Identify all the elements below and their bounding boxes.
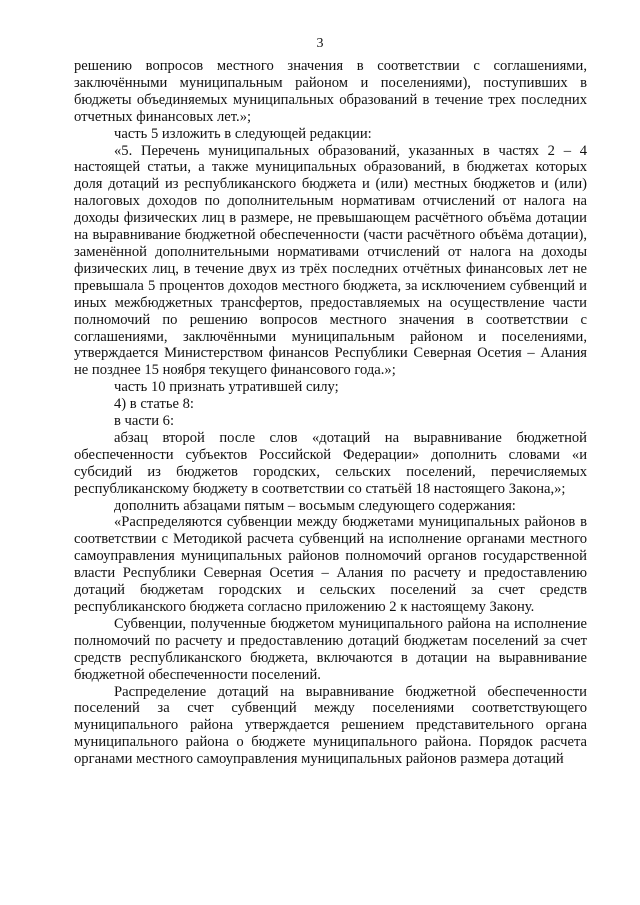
paragraph: часть 5 изложить в следующей редакции: (114, 125, 372, 142)
paragraph: «5. Перечень муниципальных образований, указанных в частях 2 – 4 настоящей статьи, а также муниципальных образований, в бюджетах которых доля дотаций из республиканского бюджета и (или) местных бюджетов и (или) налоговых доходов по дополнительным нормативам отчислений от налога на доходы физических лиц в размере, не превышающем расчётного объёма дотации на выравнивание бюджетной обеспеченности (части расчётного объёма дотации), заменённой дополнительными нормативами отчислений от налога на доходы физических лиц, в течение двух из трёх последних отчётных финансовых лет не превышала 5 процентов доходов местного бюджета, за исключением субвенций и иных межбюджетных трансфертов, предоставляемых на осуществление части полномочий по решению вопросов местного значения в соответствии с соглашениями, заключёнными муниципальным районом и поселениями, утверждается Министерством финансов Республики Северная Осетия – Алания не позднее 15 ноября текущего финансового года.»; (74, 142, 587, 379)
paragraph: Субвенции, полученные бюджетом муниципального района на исполнение полномочий по расчету и предоставлению дотаций бюджетам поселений за счет средств республиканского бюджета, включаются в дотации на выравнивание бюджетной обеспеченности поселений. (74, 615, 587, 683)
paragraph: дополнить абзацами пятым – восьмым следующего содержания: (114, 497, 516, 514)
paragraph: 4) в статье 8: (114, 396, 194, 413)
paragraph: часть 10 признать утратившей силу; (114, 379, 339, 396)
document-body (74, 58, 587, 768)
paragraph: «Распределяются субвенции между бюджетами муниципальных районов в соответствии с Методикой расчета субвенций на исполнение органами местного самоуправления муниципальных районов полномочий органов государственной власти Республики Северная Осетия – Алания по расчету и предоставлению дотаций бюджетам городских и сельских поселений за счет средств республиканского бюджета согласно приложению 2 к настоящему Закону. (74, 514, 587, 615)
paragraph: Распределение дотаций на выравнивание бюджетной обеспеченности поселений за счет субвенций между поселениями соответствующего муниципального района утверждается решением представительного органа муниципального района о бюджете муниципального района. Порядок расчета органами местного самоуправления муниципальных районов размера дотаций (74, 683, 587, 768)
paragraph: решению вопросов местного значения в соответствии с соглашениями, заключёнными муниципальным районом и поселениями), поступивших в бюджеты объединяемых муниципальных образований в течение трех последних отчетных финансовых лет.»; (74, 58, 587, 125)
paragraph: абзац второй после слов «дотаций на выравнивание бюджетной обеспеченности субъектов Российской Федерации» дополнить словами «и субсидий из бюджетов городских, сельских поселений, перечисляемых республиканскому бюджету в соответствии со статьёй 18 настоящего Закона,»; (74, 429, 587, 497)
page-number: 3 (316, 36, 324, 51)
paragraph: в части 6: (114, 413, 175, 430)
